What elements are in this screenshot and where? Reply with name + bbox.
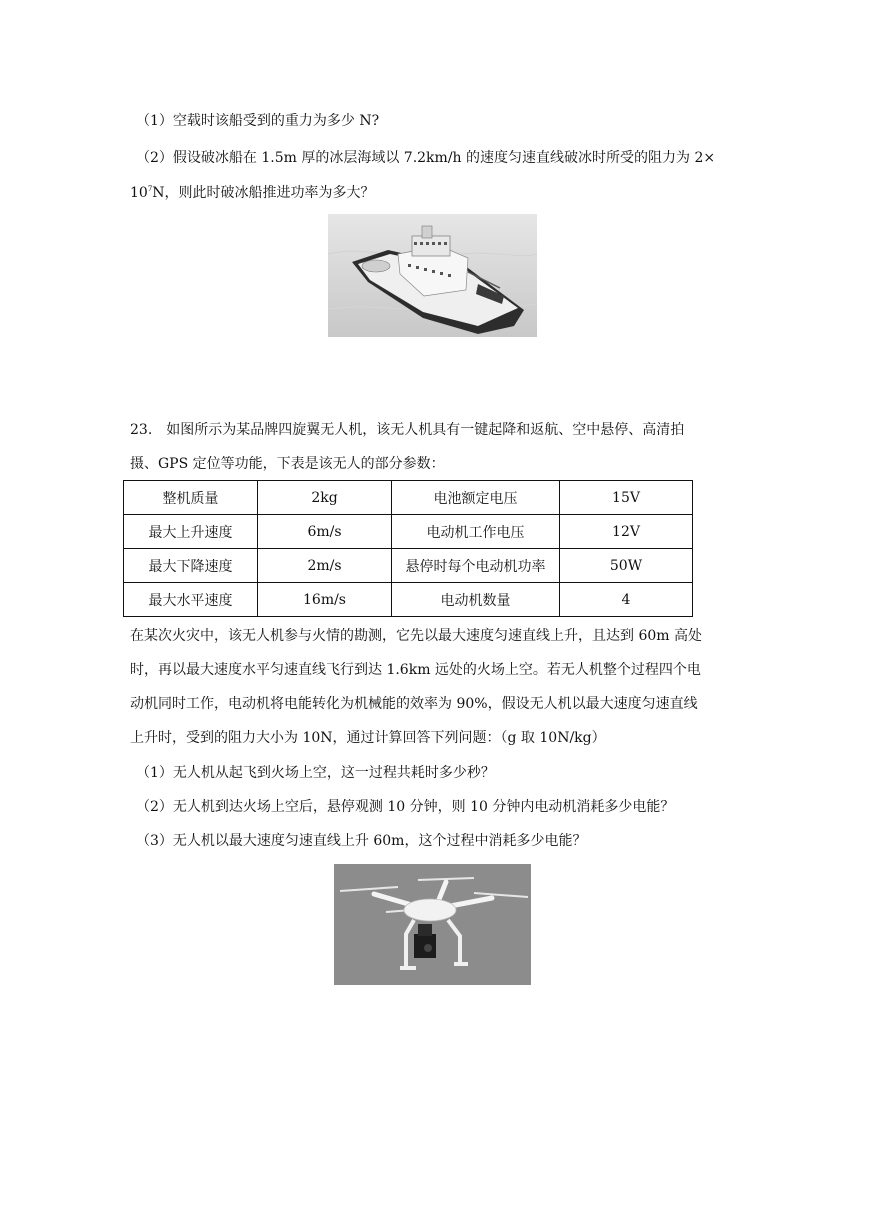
table-cell: 16m/s <box>258 583 392 617</box>
q22-sub2-line2 <box>130 183 375 203</box>
force-exponent: 7 <box>147 185 153 193</box>
table-cell: 50W <box>560 549 693 583</box>
table-cell: 整机质量 <box>124 481 258 515</box>
table-cell: 15V <box>560 481 693 515</box>
table-cell: 2m/s <box>258 549 392 583</box>
q22-sub1: （1）空载时该船受到的重力为多少 N? <box>136 113 380 129</box>
q23-intro-line1: 23. 如图所示为某品牌四旋翼无人机，该无人机具有一键起降和返航、空中悬停、高清拍 <box>130 422 685 438</box>
table-cell: 电动机工作电压 <box>392 515 560 549</box>
table-row <box>124 549 693 583</box>
table-cell: 4 <box>560 583 693 617</box>
table-cell: 最大水平速度 <box>124 583 258 617</box>
table-cell: 电池额定电压 <box>392 481 560 515</box>
table-cell: 2kg <box>258 481 392 515</box>
table-cell: 6m/s <box>258 515 392 549</box>
table-row <box>124 583 693 617</box>
quadcopter-drone-image <box>334 864 531 985</box>
icebreaker-ship-illustration <box>328 214 537 337</box>
icebreaker-ship-image <box>328 214 537 337</box>
q22-sub2-tail: N，则此时破冰船推进功率为多大？ <box>152 185 375 201</box>
q23-sub2: （2）无人机到达火场上空后，悬停观测 10 分钟，则 10 分钟内电动机消耗多少电能？ <box>136 799 675 815</box>
table-cell: 12V <box>560 515 693 549</box>
q23-body-line4: 上升时，受到的阻力大小为 10N，通过计算回答下列问题：（g 取 10N/kg） <box>130 730 606 746</box>
force-base: 10 <box>130 185 148 201</box>
q23-body-line1: 在某次火灾中，该无人机参与火情的勘测，它先以最大速度匀速直线上升，且达到 60m 高处 <box>130 628 702 644</box>
drone-illustration <box>334 864 531 985</box>
q23-intro-line2: 摄、GPS 定位等功能，下表是该无人的部分参数： <box>130 456 445 472</box>
table-cell: 最大上升速度 <box>124 515 258 549</box>
table-row <box>124 515 693 549</box>
q22-sub2-line1: （2）假设破冰船在 1.5m 厚的冰层海域以 7.2km/h 的速度匀速直线破冰时所受的阻力为 2× <box>136 150 716 166</box>
table-cell: 电动机数量 <box>392 583 560 617</box>
drone-parameter-table <box>123 480 693 617</box>
q23-sub3: （3）无人机以最大速度匀速直线上升 60m，这个过程中消耗多少电能？ <box>136 833 587 849</box>
q23-body-line3: 动机同时工作，电动机将电能转化为机械能的效率为 90%，假设无人机以最大速度匀速直线 <box>130 696 698 712</box>
q23-sub1: （1）无人机从起飞到火场上空，这一过程共耗时多少秒？ <box>136 765 495 781</box>
table-row <box>124 481 693 515</box>
q23-body-line2: 时，再以最大速度水平匀速直线飞行到达 1.6km 远处的火场上空。若无人机整个过程四个电 <box>130 662 701 678</box>
table-cell: 悬停时每个电动机功率 <box>392 549 560 583</box>
table-cell: 最大下降速度 <box>124 549 258 583</box>
